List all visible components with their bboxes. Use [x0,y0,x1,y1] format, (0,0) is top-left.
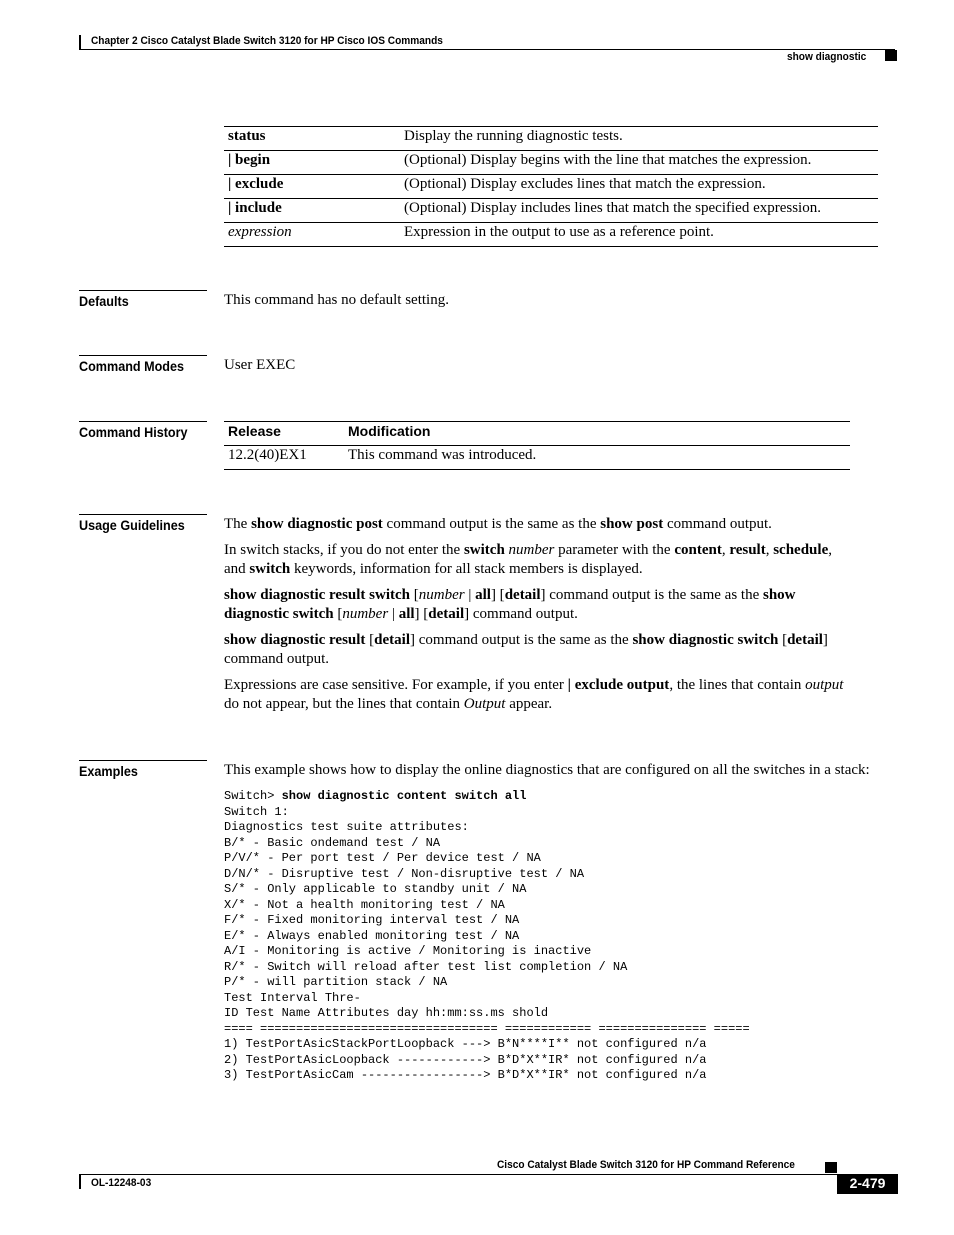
command-modes-heading: Command Modes [79,355,207,374]
table-row [224,127,878,151]
syntax-parameter-table [224,126,878,247]
page-number: 2-479 [849,1175,886,1191]
param-name: | include [228,200,282,216]
footer-doc-id: OL-12248-03 [91,1177,152,1189]
defaults-text: This command has no default setting. [224,292,449,308]
header-marker [885,50,897,61]
usage-paragraph: show diagnostic result switch [number | all] [detail] command output is the same as the show diagnostic switch [number | all] [detail] command output. [224,587,796,622]
table-row [224,223,878,247]
param-name: | exclude [228,176,284,192]
defaults-heading: Defaults [79,290,207,309]
command-modes-text: User EXEC [224,357,296,373]
param-desc: (Optional) Display excludes lines that match the expression. [400,175,878,199]
footer-title: Cisco Catalyst Blade Switch 3120 for HP Command Reference [497,1159,795,1171]
usage-paragraph: Expressions are case sensitive. For example, if you enter | exclude output, the lines that contain output do not appear, but the lines that contain Output appear. [224,677,844,712]
footer-rule-left [79,1174,81,1189]
code-command: show diagnostic content switch all [281,789,527,803]
usage-paragraph: In switch stacks, if you do not enter the switch number parameter with the content, result, schedule, and switch keywords, information for all stack members is displayed. [224,542,832,577]
usage-paragraph: The show diagnostic post command output is the same as the show post command output. [224,516,772,532]
param-name: | begin [228,152,271,168]
usage-guidelines-body [224,515,904,721]
table-row [224,151,878,175]
table-row [224,175,878,199]
table-row [224,446,850,470]
param-desc: Expression in the output to use as a reference point. [400,223,878,247]
table-header-row [224,422,850,446]
usage-paragraph: show diagnostic result [detail] command output is the same as the show diagnostic switch [detail] command output. [224,632,828,667]
release-cell: 12.2(40)EX1 [224,446,344,470]
column-header-modification: Modification [344,422,850,446]
param-name: expression [228,224,292,240]
modification-cell: This command was introduced. [344,446,850,470]
code-prompt: Switch> [224,789,282,803]
header-chapter: Chapter 2 Cisco Catalyst Blade Switch 3120 for HP Cisco IOS Commands [91,35,443,47]
param-name: status [228,128,266,144]
command-history-table [224,421,850,470]
footer-marker [825,1162,837,1173]
examples-heading: Examples [79,760,207,779]
header-section: show diagnostic [787,51,867,63]
param-desc: (Optional) Display begins with the line that matches the expression. [400,151,878,175]
code-output: Switch 1: Diagnostics test suite attributes: B/* - Basic ondemand test / NA P/V/* - Per port test / Per device test / NA D/N/* - Disruptive test / Non-disruptive test / NA S/* - Only applicable to standby unit / NA X/* - Not a health monitoring test / NA F/* - Fixed monitoring interval test / NA E/* - Always enabled monitoring test / NA A/I - Monitoring is active / Monitoring is inactive R/* - Switch will reload after test list completion / NA P/* - will partition stack / NA Test Interval Thre- ID Test Name Attributes day hh:mm:ss.ms shold ==== ================================= ============ =============== ===== 1) TestPortAsicStackPortLoopback ---> B*N****I** not configured n/a 2) TestPortAsicLoopback ------------> B*D*X**IR* not configured n/a 3) TestPortAsicCam -----------------> B*D*X**IR* not configured n/a [224,804,750,1082]
command-history-heading: Command History [79,421,207,440]
footer-rule [79,1174,837,1175]
example-code-block [224,789,750,1084]
table-row [224,199,878,223]
header-rule-left [79,35,81,50]
param-desc: Display the running diagnostic tests. [400,127,878,151]
header-rule [79,49,895,50]
examples-intro: This example shows how to display the online diagnostics that are configured on all the switches in a stack: [224,762,870,778]
usage-guidelines-heading: Usage Guidelines [79,514,207,533]
param-desc: (Optional) Display includes lines that match the specified expression. [400,199,878,223]
column-header-release: Release [224,422,344,446]
